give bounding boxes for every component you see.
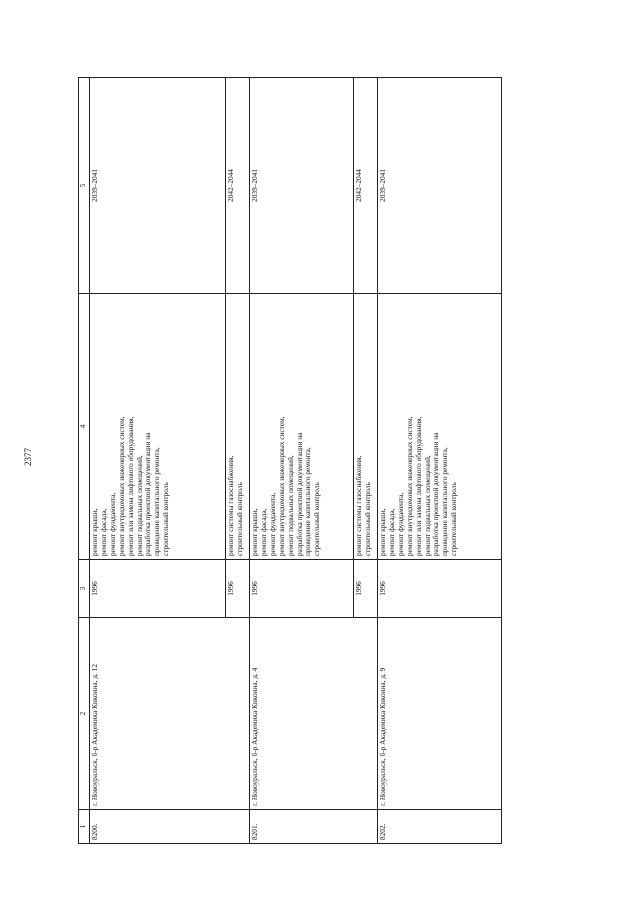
work-item: ремонт фундамента, [267, 492, 277, 556]
work-item: ремонт фундамента, [107, 492, 117, 556]
column-number: 3 [79, 560, 90, 618]
work-item: строительный контроль [161, 482, 171, 556]
period-cell: 2042–2044 [226, 78, 250, 294]
work-item: ремонт системы газоснабжения, [354, 455, 363, 556]
year-cell: 1996 [354, 560, 378, 618]
period-cell: 2042–2044 [354, 78, 378, 294]
works-cell [250, 294, 354, 560]
year-cell: 1996 [378, 560, 502, 618]
works-cell [378, 294, 502, 560]
repair-schedule-table [78, 77, 502, 844]
work-item: ремонт подвальных помещений, [422, 455, 432, 556]
work-item: ремонт крыши, [378, 508, 387, 556]
row-number: 8202. [378, 810, 502, 844]
work-item: разработка проектной документации на [294, 432, 304, 556]
work-item: проведение капитального ремонта, [152, 447, 162, 556]
work-item: ремонт системы газоснабжения, [226, 455, 235, 556]
column-number-row [79, 78, 90, 844]
work-item: ремонт фасада, [98, 508, 108, 556]
work-item: ремонт или замена лифтового оборудования, [413, 416, 423, 556]
row-number: 8201. [250, 810, 378, 844]
work-item: проведение капитального ремонта, [440, 447, 450, 556]
work-item: ремонт крыши, [90, 508, 99, 556]
period-cell: 2039–2041 [378, 78, 502, 294]
rotated-table-frame [78, 78, 494, 844]
work-item: строительный контроль [449, 482, 459, 556]
work-item: строительный контроль [234, 482, 244, 556]
work-item: строительный контроль [312, 482, 322, 556]
period-cell: 2039–2041 [250, 78, 354, 294]
works-cell [90, 294, 226, 560]
table-container [78, 78, 494, 844]
work-item: ремонт внутридомовых инженерных систем, [276, 416, 286, 556]
column-number: 1 [79, 810, 90, 844]
column-number: 2 [79, 618, 90, 810]
work-item: строительный контроль [362, 482, 372, 556]
work-item: ремонт внутридомовых инженерных систем, [404, 416, 414, 556]
year-cell: 1996 [90, 560, 226, 618]
table-row [90, 78, 226, 844]
work-item: ремонт крыши, [250, 508, 259, 556]
year-cell: 1996 [226, 560, 250, 618]
column-number: 4 [79, 294, 90, 560]
works-cell [226, 294, 250, 560]
page-number: 2377 [23, 448, 33, 466]
address-cell: г. Новоуральск, б-р Академика Кикоина, д. 9 [378, 618, 502, 810]
period-cell: 2039–2041 [90, 78, 226, 294]
address-cell: г. Новоуральск, б-р Академика Кикоина, д. 4 [250, 618, 378, 810]
row-number: 8200. [90, 810, 250, 844]
work-item: ремонт подвальных помещений, [285, 455, 295, 556]
work-item: ремонт или замена лифтового оборудования, [125, 416, 135, 556]
table-row [378, 78, 502, 844]
work-item: разработка проектной документации на [431, 432, 441, 556]
work-item: проведение капитального ремонта, [303, 447, 313, 556]
address-cell: г. Новоуральск, б-р Академика Кикоина, д. 12 [90, 618, 250, 810]
work-item: разработка проектной документации на [143, 432, 153, 556]
work-item: ремонт внутридомовых инженерных систем, [116, 416, 126, 556]
year-cell: 1996 [250, 560, 354, 618]
table-row [250, 78, 354, 844]
work-item: ремонт подвальных помещений, [134, 455, 144, 556]
works-cell [354, 294, 378, 560]
column-number: 5 [79, 78, 90, 294]
work-item: ремонт фундамента, [395, 492, 405, 556]
work-item: ремонт фасада, [386, 508, 396, 556]
work-item: ремонт фасада, [258, 508, 268, 556]
